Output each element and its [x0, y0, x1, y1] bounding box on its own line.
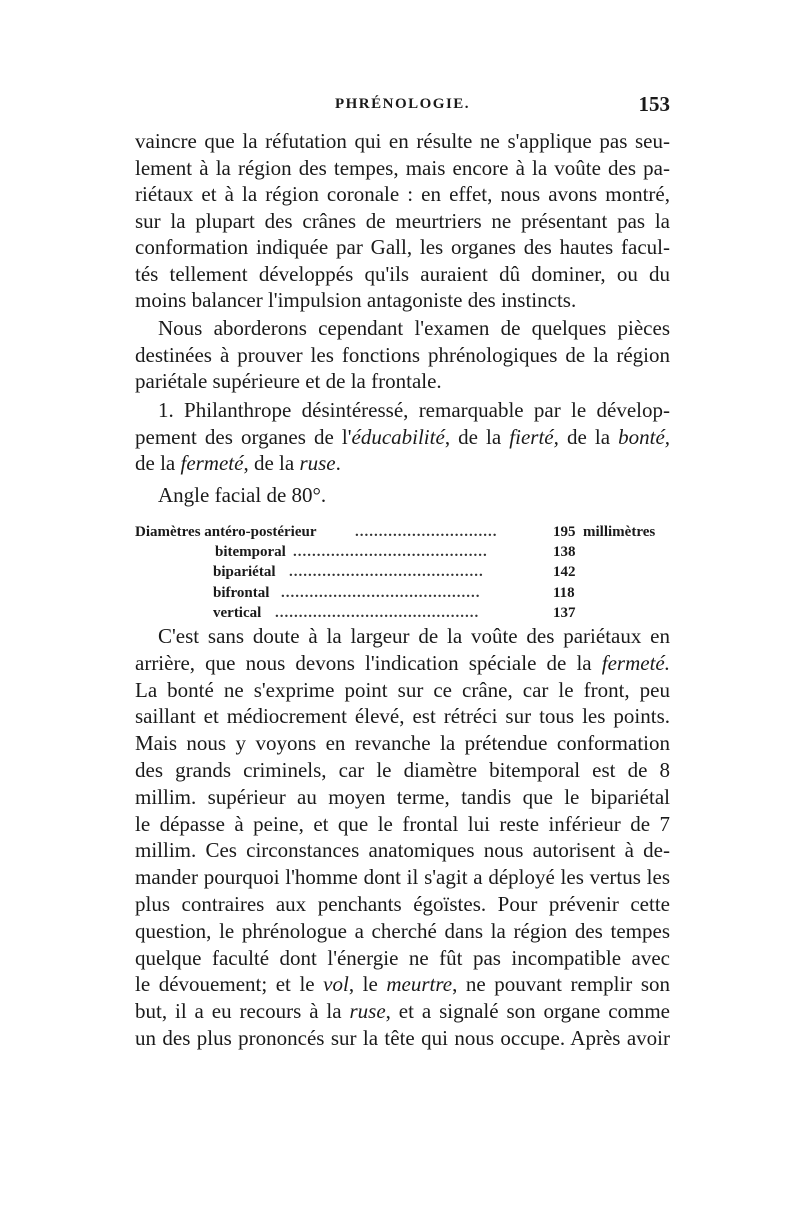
text-line: destinées à prouver les fonctions phrénologiques de la région — [135, 342, 670, 367]
italic-term: vol — [323, 972, 349, 997]
running-title: PHRÉNOLOGIE. — [334, 96, 471, 112]
text-line: C'est sans doute à la largeur de la voûte des pariétaux en — [158, 624, 670, 648]
text-line: 1. Philanthrope désintéressé, remarquable par le dévelop- — [158, 398, 670, 422]
measurement-value: 142 — [553, 564, 576, 581]
text-line — [135, 998, 670, 1025]
measurement-label: bipariétal — [213, 564, 276, 581]
text-line: riétaux et à la région coronale : en effet, nous avons montré, — [135, 182, 670, 206]
measurement-value: 138 — [553, 544, 576, 561]
text-line: tés tellement développés qu'ils auraient dû dominer, ou du — [135, 261, 670, 286]
page-number: 153 — [638, 92, 670, 116]
italic-term: bonté, — [618, 424, 671, 449]
measurements-table — [135, 522, 670, 623]
leader-dots: ......................................... — [293, 544, 488, 561]
measurement-unit: millimètres — [583, 524, 656, 540]
measurement-label: vertical — [213, 604, 262, 621]
text-run: , de la — [444, 424, 510, 449]
text-line: La bonté ne s'exprime point sur ce crâne, car le front, peu — [135, 677, 670, 702]
measurement-label: Diamètres antéro-postérieur — [135, 524, 317, 540]
measurement-row — [135, 562, 670, 582]
measurement-value: 137 — [553, 604, 576, 621]
text-run: . — [335, 451, 341, 475]
text-line: pariétale supérieure et de la frontale. — [135, 369, 442, 393]
text-run: de la — [558, 424, 619, 449]
leader-dots: .......................................... — [281, 584, 481, 601]
leader-dots: ........................................... — [275, 604, 480, 621]
text-line: question, le phrénologue a cherché dans la région des tempes — [135, 918, 670, 943]
text-line: saillant et médiocrement élevé, est rétréci sur tous les points. — [135, 704, 670, 729]
leader-dots: .............................. — [355, 524, 498, 540]
text-run: but, il a eu recours à la — [135, 999, 350, 1024]
measurement-row — [135, 542, 670, 562]
text-line: vaincre que la réfutation qui en résulte ne s'applique pas seu- — [135, 129, 670, 153]
measurement-label: bitemporal — [215, 544, 286, 561]
measurement-row — [135, 603, 670, 623]
text-run: , et a signalé son organe comme — [385, 999, 671, 1024]
text-run: de la — [135, 451, 181, 475]
measurement-value: 195 — [553, 524, 576, 540]
italic-term: ruse — [299, 451, 336, 475]
text-line — [135, 650, 670, 677]
text-line: lement à la région des tempes, mais encore à la voûte des pa- — [135, 155, 670, 180]
text-line — [135, 424, 670, 451]
text-line: millim. Ces circonstances anatomiques nous autorisent à de- — [135, 838, 670, 863]
text-run: le dévouement; et le — [135, 972, 324, 997]
text-line: un des plus prononcés sur la tête qui nous occupe. Après avoir — [135, 1025, 670, 1050]
italic-term: fermeté. — [601, 650, 670, 675]
italic-term: ruse — [349, 999, 386, 1024]
paragraph-4 — [135, 623, 670, 1052]
text-line: le dépasse à peine, et que le frontal lui reste inférieur de 7 — [135, 811, 670, 836]
italic-term: fermeté — [180, 451, 244, 475]
leader-dots: ......................................... — [289, 564, 484, 581]
text-line: millim. supérieur au moyen terme, tandis que le bipariétal — [135, 784, 670, 809]
measurement-label: bifrontal — [213, 584, 270, 601]
paragraph-2 — [135, 315, 670, 395]
text-line: Nous aborderons cependant l'examen de quelques pièces — [158, 316, 670, 340]
italic-term: éducabilité — [351, 424, 445, 449]
text-line: moins balancer l'impulsion antagoniste des instincts. — [135, 288, 577, 312]
paragraph-1 — [135, 128, 670, 314]
text-line: mander pourquoi l'homme dont il s'agit a déployé les vertus les — [135, 865, 670, 890]
text-line: plus contraires aux penchants égoïstes. Pour prévenir cette — [135, 891, 670, 916]
measurement-row — [135, 583, 670, 603]
text-line — [135, 971, 670, 998]
text-line: quelque faculté dont l'énergie ne fût pas incompatible avec — [135, 945, 670, 970]
text-line: Angle facial de 80°. — [158, 483, 327, 507]
text-line: sur la plupart des crânes de meurtriers ne présentant pas la — [135, 208, 670, 233]
measurement-row — [135, 522, 670, 542]
text-run: pement des organes de l' — [135, 424, 352, 449]
running-header — [135, 92, 670, 120]
text-run: , le — [348, 972, 387, 997]
measurement-value: 118 — [553, 584, 575, 601]
text-run: arrière, que nous devons l'indication spéciale de la — [135, 650, 602, 675]
italic-term: fierté, — [509, 424, 559, 449]
text-line — [135, 450, 670, 477]
facial-angle — [135, 482, 670, 509]
text-run: , de la — [243, 451, 300, 475]
text-line: des grands criminels, car le diamètre bitemporal est de 8 — [135, 757, 670, 782]
text-line: conformation indiquée par Gall, les organes des hautes facul- — [135, 235, 670, 259]
text-run: , ne pouvant remplir son — [452, 972, 671, 997]
text-line: Mais nous y voyons en revanche la prétendue conformation — [135, 731, 670, 756]
italic-term: meurtre — [386, 972, 453, 997]
paragraph-3 — [135, 397, 670, 477]
